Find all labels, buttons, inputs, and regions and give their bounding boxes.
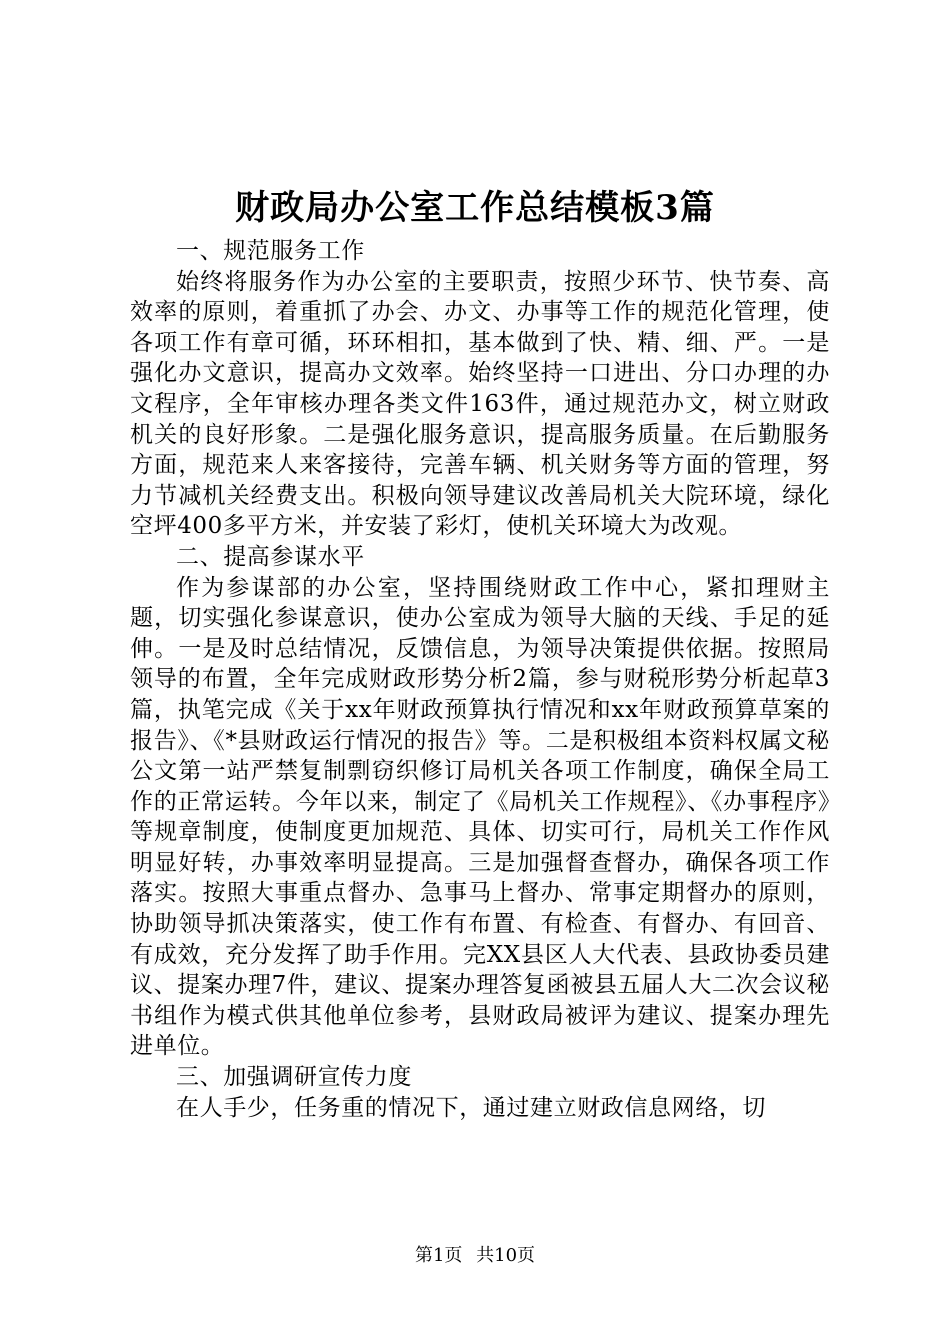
page-footer (0, 1244, 950, 1268)
section-paragraph-3: 在人手少，任务重的情况下，通过建立财政信息网络，切 (176, 1094, 766, 1121)
page-number: 第1页 (414, 1245, 463, 1266)
section-paragraph-1: 始终将服务作为办公室的主要职责，按照少环节、快节奏、高效率的原则，着重抓了办会、办文、办事等工作的规范化管理，使各项工作有章可循，环环相扣，基本做到了快、精、细、严。一是强化办文意识，提高办文效率。始终坚持一口进出、分口办理的办文程序，全年审核办理各类文件163件，通过规范办文，树立财政机关的良好形象。二是强化服务意识，提高服务质量。在后勤服务方面，规范来人来客接待，完善车辆、机关财务等方面的管理，努力节减机关经费支出。积极向领导建议改善局机关大院环境，绿化空坪400多平方米，并安装了彩灯，使机关环境大为改观。 (130, 268, 830, 540)
section-paragraph-2: 作为参谋部的办公室，坚持围绕财政工作中心，紧扣理财主题，切实强化参谋意识，使办公室成为领导大脑的天线、手足的延伸。一是及时总结情况，反馈信息，为领导决策提供依据。按照局领导的布置，全年完成财政形势分析2篇，参与财税形势分析起草3篇，执笔完成《关于xx年财政预算执行情况和xx年财政预算草案的报告》、《*县财政运行情况的报告》等。二是积极组本资料权属文秘公文第一站严禁复制剽窃织修订局机关各项工作制度，确保全局工作的正常运转。今年以来，制定了《局机关工作规程》、《办事程序》等规章制度，使制度更加规范、具体、切实可行，局机关工作作风明显好转，办事效率明显提高。三是加强督查督办，确保各项工作落实。按照大事重点督办、急事马上督办、常事定期督办的原则，协助领导抓决策落实，使工作有布置、有检查、有督办、有回音、有成效，充分发挥了助手作用。完XX县区人大代表、县政协委员建议、提案办理7件，建议、提案办理答复函被县五届人大二次会议秘书组作为模式供其他单位参考，县财政局被评为建议、提案办理先进单位。 (130, 574, 830, 1060)
section-heading-1: 一、规范服务工作 (176, 238, 365, 264)
section-heading-3: 三、加强调研宣传力度 (176, 1064, 412, 1091)
section-heading-2: 二、提高参谋水平 (176, 543, 365, 570)
page-total: 共10页 (476, 1245, 536, 1266)
document-title: 财政局办公室工作总结模板3篇 (235, 188, 715, 228)
document-body (130, 236, 830, 1123)
